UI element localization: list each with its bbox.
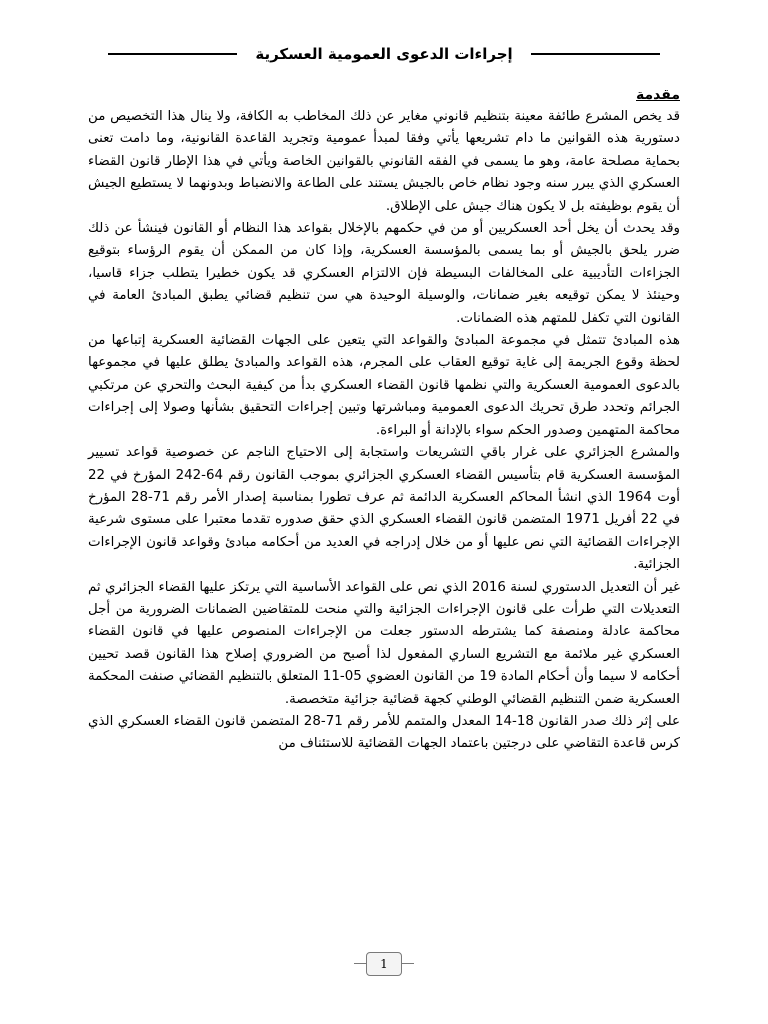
header-rule-right (531, 53, 660, 55)
paragraph-1: قد يخص المشرع طائفة معينة بتنظيم قانوني مغاير عن ذلك المخاطب به الكافة، ولا ينال هذا التخصيص من دستورية هذه القوانين ما دام تشريعها يأتي وفقا لمبدأ عمومية وتجريد القاعدة القانونية، وما دامت تعنى بحماية مصلحة عامة، وهو ما يسمى في الفقه القانوني بالقوانين الخاصة ويأتي في هذا الإطار قانون القضاء العسكري الذي يبرر سنه وجود نظام خاص بالجيش يستند على الطاعة والانضباط وبدونهما لا يستطيع الجيش أن يقوم بوظيفته بل لا يكون هناك جيش على الإطلاق. (88, 109, 680, 214)
running-header (90, 40, 678, 68)
paragraph-2: وقد يحدث أن يخل أحد العسكريين أو من في حكمهم بالإخلال بقواعد هذا النظام أو القانون فينشأ عن ذلك ضرر يلحق بالجيش أو بما يسمى بالمؤسسة العسكرية، وإذا كان من الممكن أن يقوم الرؤساء بتوقيع الجزاءات التأديبية على المخالفات البسيطة فإن الالتزام العسكري قد يكون خطيرا يتطلب جزاء قاسيا، وحينئذ لا يمكن توقيعه بغير ضمانات، والوسيلة الوحيدة هي سن تنظيم قضائي يطبق المبادئ العامة في القانون التي تكفل للمتهم هذه الضمانات. (88, 221, 680, 326)
header-title: إجراءات الدعوى العمومية العسكرية (255, 45, 513, 63)
section-title: مقدمة (636, 87, 680, 103)
paragraph-5: غير أن التعديل الدستوري لسنة 2016 الذي نص على القواعد الأساسية التي يرتكز عليها القضاء الجزائري ثم التعديلات التي طرأت على قانون الإجراءات الجزائية والتي منحت للمتقاضين الضمانات الضرورية من أجل محاكمة عادلة ومنصفة كما يشترطه الدستور جعلت من الإجراءات المنصوص عليها في قانون القضاء العسكري غير ملائمة مع التشريع الساري المفعول لذا أصبح من الضروري إصلاح هذا القانون قصد تحيين أحكامه لا سيما وأن أحكام المادة 19 من القانون العضوي 05-11 المتعلق بالتنظيم القضائي صنفت المحكمة العسكرية ضمن التنظيم القضائي الوطني كجهة قضائية جزائية متخصصة. (88, 579, 681, 707)
page-footer (0, 952, 768, 976)
page-number: 1 (380, 957, 388, 971)
header-rule-left (108, 53, 237, 55)
paragraph-4: والمشرع الجزائري على غرار باقي التشريعات واستجابة إلى الاحتياج الناجم عن خصوصية قواعد تسيير المؤسسة العسكرية قام بتأسيس القضاء العسكري الجزائري بموجب القانون رقم 64-242 المؤرخ في 22 أوت 1964 الذي انشأ المحاكم العسكرية الدائمة ثم عرف تطورا بمناسبة إصدار الأمر رقم 71-28 المؤرخ في 22 أفريل 1971 المتضمن قانون القضاء العسكري الذي حقق صدوره تقدما معتبرا على مستوى شرعية الإجراءات القضائية التي نص عليها أو من خلال إدراجه في العديد من أحكامه مبادئ وقواعد قانون الإجراءات الجزائية. (88, 445, 681, 573)
paragraph-3: هذه المبادئ تتمثل في مجموعة المبادئ والقواعد التي يتعين على الجهات القضائية العسكرية إتباعها من لحظة وقوع الجريمة إلى غاية توقيع العقاب على المجرم، هذه القواعد والمبادئ يطلق عليها في مجموعها بالدعوى العمومية العسكرية والتي نظمها قانون القضاء العسكري بدأ من كيفية البحث والتحري عن مرتكبي الجرائم وتحدد طرق تحريك الدعوى العمومية ومباشرتها وتبين إجراءات التحقيق بشأنها وصولا إلى إجراءات محاكمة المتهمين وصدور الحكم سواء بالإدانة أو البراءة. (88, 333, 680, 438)
paragraph-6: على إثر ذلك صدر القانون 18-14 المعدل والمتمم للأمر رقم 71-28 المتضمن قانون القضاء العسكري الذي كرس قاعدة التقاضي على درجتين باعتماد الجهات القضائية للاستئناف من (88, 713, 681, 752)
page-number-badge (366, 952, 402, 976)
body-text (88, 84, 680, 756)
